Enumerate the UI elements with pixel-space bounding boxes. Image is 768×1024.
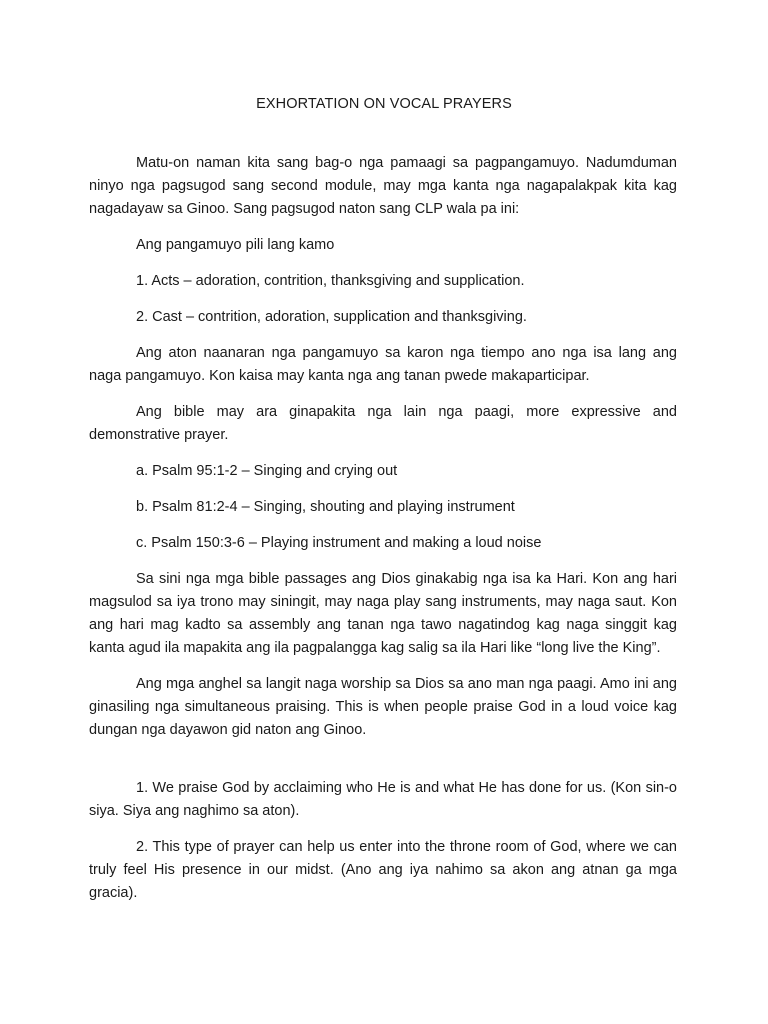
- list-item-cast: 2. Cast – contrition, adoration, supplication and thanksgiving.: [136, 309, 527, 325]
- list-item-acts: 1. Acts – adoration, contrition, thanksgiving and supplication.: [136, 273, 525, 289]
- list-item-praise-1: 1. We praise God by acclaiming who He is and what He has done for us. (Kon sin-o siya. Siya ang naghimo sa aton).: [89, 780, 677, 819]
- paragraph-angels: Ang mga anghel sa langit naga worship sa Dios sa ano man nga paagi. Amo ini ang ginasiling nga simultaneous praising. This is when people praise God in a loud voice kag dungan nga dayawon gid naton ang Ginoo.: [89, 676, 677, 738]
- paragraph-intro: Matu-on naman kita sang bag-o nga pamaagi sa pagpangamuyo. Nadumduman ninyo nga pagsugod sang second module, may mga kanta nga nagapalakpak kita kag nagadayaw sa Ginoo. Sang pagsugod naton sang CLP wala pa ini:: [89, 155, 677, 217]
- paragraph-king: Sa sini nga mga bible passages ang Dios ginakabig nga isa ka Hari. Kon ang hari magsulod sa iya trono may siningit, may naga play sang instruments, may naga saut. Kon ang hari mag kadto sa assembly ang tanan nga tawo nagatindog kag naga singgit kag kanta agud ila mapakita ang ila pagpalangga kag salig sa ila Hari like “long live the King”.: [89, 571, 677, 656]
- paragraph-bible-expressive: Ang bible may ara ginapakita nga lain nga paagi, more expressive and demonstrative prayer.: [89, 404, 677, 443]
- list-item-psalm-81: b. Psalm 81:2-4 – Singing, shouting and playing instrument: [136, 499, 515, 515]
- document-title: EXHORTATION ON VOCAL PRAYERS: [256, 96, 512, 112]
- list-item-praise-2: 2. This type of prayer can help us enter into the throne room of God, where we can truly feel His presence in our midst. (Ano ang iya nahimo sa akon ang atnan ga mga gracia).: [89, 839, 677, 901]
- paragraph-choose: Ang pangamuyo pili lang kamo: [136, 237, 335, 253]
- paragraph-current-prayer: Ang aton naanaran nga pangamuyo sa karon nga tiempo ano nga isa lang ang naga pangamuyo. Kon kaisa may kanta nga ang tanan pwede makaparticipar.: [89, 345, 677, 384]
- list-item-psalm-150: c. Psalm 150:3-6 – Playing instrument and making a loud noise: [136, 535, 542, 551]
- list-item-psalm-95: a. Psalm 95:1-2 – Singing and crying out: [136, 463, 398, 479]
- document-body: [89, 152, 677, 905]
